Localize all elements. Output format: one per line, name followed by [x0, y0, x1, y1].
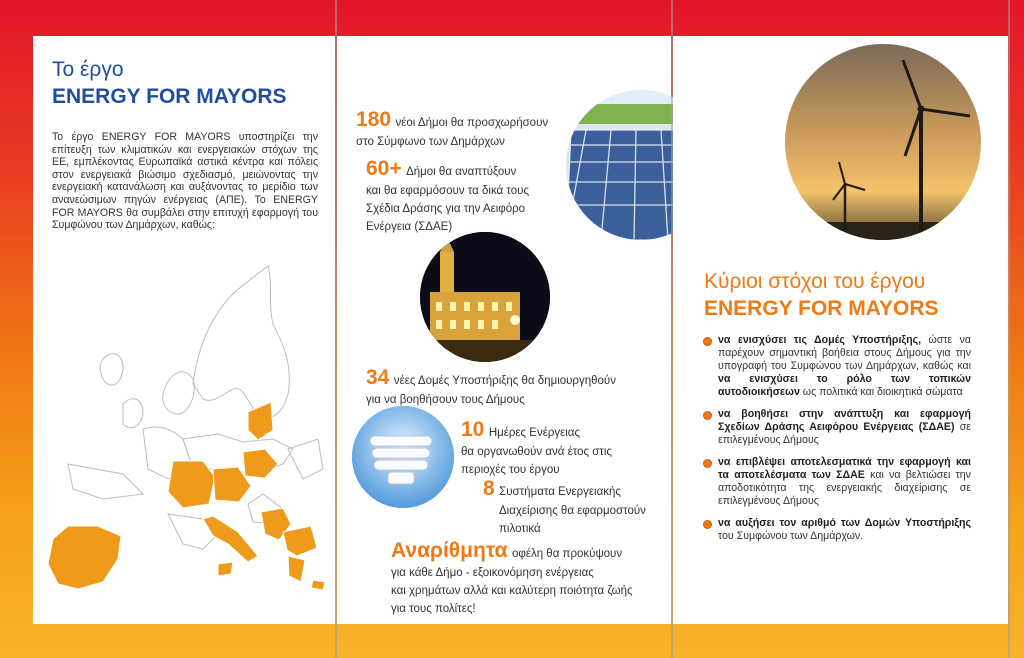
- stat5-line3: πιλοτικά: [499, 523, 541, 535]
- stat6-line3: και χρημάτων αλλά και καλύτερη ποιότητα ζωής: [391, 585, 633, 597]
- stat2-line2: και θα εφαρμόσουν τα δικά τους: [366, 185, 530, 197]
- stat2-line4: Ενέργεια (ΣΔΑΕ): [366, 221, 453, 233]
- intro-title-greek: Το έργο: [52, 58, 124, 81]
- panel-results: [337, 36, 671, 624]
- stat4-line1: Ημέρες Ενέργειας: [488, 427, 580, 439]
- goals-title-latin: ENERGY FOR MAYORS: [704, 297, 939, 320]
- stat4-number: 10: [461, 418, 485, 441]
- stat4-line2: θα οργανωθούν ανά έτος στις: [461, 446, 612, 458]
- fold-line: [1008, 0, 1010, 658]
- fold-line: [671, 0, 673, 658]
- stat6-word: Αναρίθμητα: [391, 539, 508, 562]
- goal-item: να ενισχύσει τις Δομές Υποστήριξης, ώστε να παρέχουν σημαντική βοήθεια στους Δήμους για την υπογραφή του Συμφώνου των Δημάρχων, καθώς και να ενισχύσει το ρόλο των τοπικών αυτοδιοικήσεων ως πολιτικά και διοικητικά σώματα: [704, 334, 971, 399]
- stat1-line1: νέοι Δήμοι θα προσχωρήσουν: [395, 117, 549, 129]
- stat6-line2: για κάθε Δήμο - εξοικονόμηση ενέργειας: [391, 567, 594, 579]
- panel-goals: [673, 36, 1008, 624]
- fold-line: [335, 0, 337, 658]
- stat5-number: 8: [483, 477, 495, 500]
- europe-map: [43, 264, 328, 594]
- goals-list: [704, 334, 971, 552]
- stat2-line1: Δήμοι θα αναπτύξουν: [406, 166, 517, 178]
- stat2-number: 60+: [366, 157, 402, 180]
- stat-countless-benefits: [391, 539, 633, 617]
- stat2-line3: Σχέδια Δράσης για την Αειφόρο: [366, 203, 526, 215]
- stat1-number: 180: [356, 108, 392, 131]
- stat6-line1: οφέλη θα προκύψουν: [511, 548, 623, 560]
- stat1-line2: στο Σύμφωνο των Δημάρχων: [356, 136, 505, 148]
- stat-energy-days: [461, 418, 612, 478]
- stat3-number: 34: [366, 366, 390, 389]
- wind-turbines-image: [785, 44, 981, 240]
- stat-support-structures: [366, 366, 616, 408]
- stat6-line4: για τους πολίτες!: [391, 603, 476, 615]
- stat5-line2: Διαχείρισης θα εφαρμοστούν: [499, 505, 646, 517]
- goal-item: να βοηθήσει στην ανάπτυξη και εφαρμογή Σχεδίων Δράσης Αειφόρου Ενέργειας (ΣΔΑΕ) σε επιλεγμένους Δήμους: [704, 408, 971, 447]
- stat5-line1: Συστήματα Ενεργειακής: [499, 486, 621, 498]
- city-hall-night-image: [420, 232, 550, 362]
- stat3-line2: για να βοηθήσουν τους Δήμους: [366, 394, 525, 406]
- stat-energy-systems: [483, 477, 646, 537]
- stat4-line3: περιοχές του έργου: [461, 464, 560, 476]
- intro-title-latin: ENERGY FOR MAYORS: [52, 85, 287, 108]
- stat-new-municipalities: [356, 108, 548, 150]
- panel-intro: [33, 36, 335, 624]
- goal-item: να επιβλέψει αποτελεσματικά την εφαρμογή και τα αποτελέσματα των ΣΔΑΕ και να βελτιώσει την αποδοτικότητα της ενεργειακής διαχείρισης σε επιλεγμένους Δήμους: [704, 456, 971, 508]
- energy-bulb-image: [352, 406, 454, 508]
- stat3-line1: νέες Δομές Υποστήριξης θα δημιουργηθούν: [393, 375, 616, 387]
- stat-action-plans: [366, 157, 529, 235]
- goal-item: να αυξήσει τον αριθμό των Δομών Υποστήριξης του Συμφώνου των Δημάρχων.: [704, 517, 971, 543]
- intro-paragraph: Το έργο ENERGY FOR MAYORS υποστηρίζει την επίτευξη των κλιματικών και ενεργειακών στόχων της ΕΕ, εμπλέκοντας Ευρωπαϊκά αστικά κέντρα και πόλεις στον ενεργειακά βιώσιμο σχεδιασμό, μειώνοντας την ενεργειακή κατανάλωση και αυξάνοντας το μερίδιο των ανανεώσιμων πηγών ενέργειας (ΑΠΕ). Το ENERGY FOR MAYORS θα συμβάλει στην επιτυχή εφαρμογή του Συμφώνου των Δημάρχων, καθώς:: [52, 131, 318, 232]
- goals-title-greek: Κύριοι στόχοι του έργου: [704, 270, 926, 293]
